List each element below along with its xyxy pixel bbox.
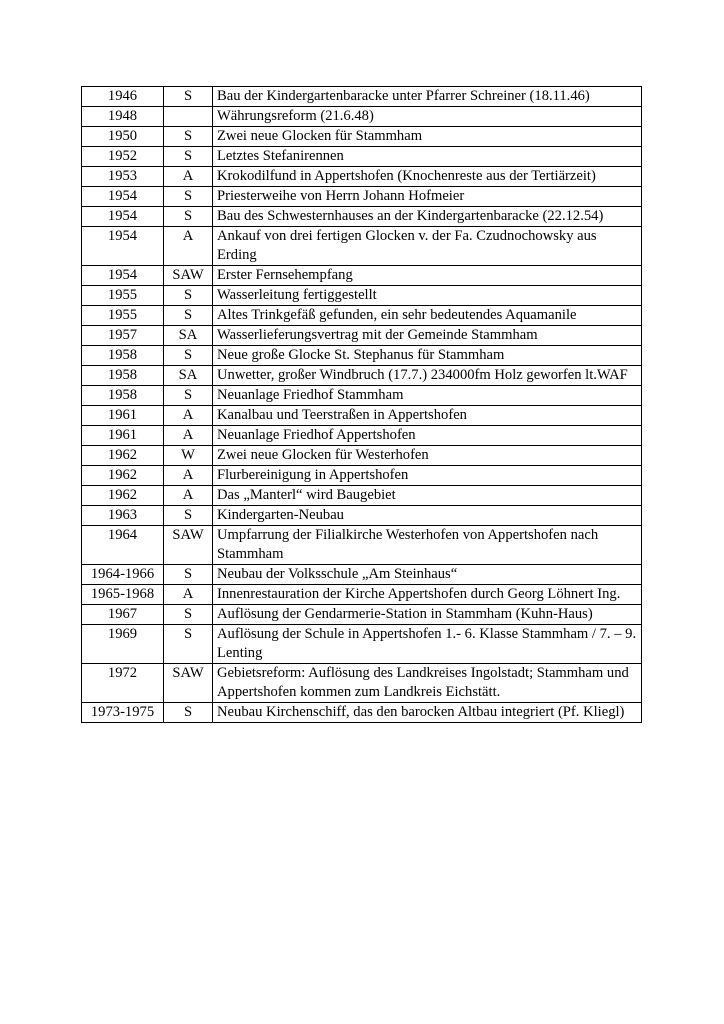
table-row — [82, 486, 642, 506]
year-cell: 1962 — [82, 466, 164, 486]
chronicle-table — [81, 86, 642, 723]
place-code-cell: S — [164, 386, 213, 406]
year-cell: 1961 — [82, 406, 164, 426]
place-code-cell: A — [164, 466, 213, 486]
place-code-cell — [164, 107, 213, 127]
year-cell: 1961 — [82, 426, 164, 446]
event-cell: Flurbereinigung in Appertshofen — [213, 466, 642, 486]
place-code-cell: S — [164, 605, 213, 625]
table-row — [82, 286, 642, 306]
table-row — [82, 366, 642, 386]
event-cell: Bau des Schwesternhauses an der Kindergartenbaracke (22.12.54) — [213, 207, 642, 227]
year-cell: 1957 — [82, 326, 164, 346]
event-cell: Neue große Glocke St. Stephanus für Stammham — [213, 346, 642, 366]
year-cell: 1969 — [82, 625, 164, 664]
place-code-cell: A — [164, 426, 213, 446]
event-cell: Währungsreform (21.6.48) — [213, 107, 642, 127]
event-cell: Zwei neue Glocken für Westerhofen — [213, 446, 642, 466]
year-cell: 1962 — [82, 446, 164, 466]
table-row — [82, 167, 642, 187]
event-cell: Auflösung der Schule in Appertshofen 1.- 6. Klasse Stammham / 7. – 9. Lenting — [213, 625, 642, 664]
event-cell: Altes Trinkgefäß gefunden, ein sehr bedeutendes Aquamanile — [213, 306, 642, 326]
place-code-cell: S — [164, 703, 213, 723]
event-cell: Das „Manterl“ wird Baugebiet — [213, 486, 642, 506]
year-cell: 1958 — [82, 346, 164, 366]
event-cell: Kanalbau und Teerstraßen in Appertshofen — [213, 406, 642, 426]
event-cell: Bau der Kindergartenbaracke unter Pfarrer Schreiner (18.11.46) — [213, 87, 642, 107]
event-cell: Unwetter, großer Windbruch (17.7.) 234000fm Holz geworfen lt.WAF — [213, 366, 642, 386]
year-cell: 1963 — [82, 506, 164, 526]
year-cell: 1954 — [82, 187, 164, 207]
year-cell: 1965-1968 — [82, 585, 164, 605]
event-cell: Zwei neue Glocken für Stammham — [213, 127, 642, 147]
event-cell: Wasserlieferungsvertrag mit der Gemeinde Stammham — [213, 326, 642, 346]
place-code-cell: SA — [164, 326, 213, 346]
year-cell: 1950 — [82, 127, 164, 147]
table-row — [82, 187, 642, 207]
table-row — [82, 466, 642, 486]
place-code-cell: S — [164, 187, 213, 207]
place-code-cell: SAW — [164, 266, 213, 286]
table-row — [82, 207, 642, 227]
year-cell: 1972 — [82, 664, 164, 703]
table-row — [82, 565, 642, 585]
table-row — [82, 227, 642, 266]
event-cell: Umpfarrung der Filialkirche Westerhofen von Appertshofen nach Stammham — [213, 526, 642, 565]
event-cell: Erster Fernsehempfang — [213, 266, 642, 286]
table-row — [82, 147, 642, 167]
year-cell: 1948 — [82, 107, 164, 127]
table-row — [82, 346, 642, 366]
place-code-cell: S — [164, 286, 213, 306]
table-row — [82, 406, 642, 426]
year-cell: 1955 — [82, 286, 164, 306]
table-row — [82, 306, 642, 326]
table-row — [82, 585, 642, 605]
year-cell: 1958 — [82, 386, 164, 406]
table-row — [82, 664, 642, 703]
year-cell: 1946 — [82, 87, 164, 107]
place-code-cell: S — [164, 207, 213, 227]
year-cell: 1954 — [82, 227, 164, 266]
year-cell: 1958 — [82, 366, 164, 386]
event-cell: Neuanlage Friedhof Stammham — [213, 386, 642, 406]
table-row — [82, 625, 642, 664]
event-cell: Neubau der Volksschule „Am Steinhaus“ — [213, 565, 642, 585]
table-row — [82, 446, 642, 466]
chronicle-table-body — [82, 87, 642, 723]
event-cell: Neuanlage Friedhof Appertshofen — [213, 426, 642, 446]
table-row — [82, 386, 642, 406]
place-code-cell: S — [164, 306, 213, 326]
place-code-cell: SAW — [164, 664, 213, 703]
place-code-cell: S — [164, 127, 213, 147]
table-row — [82, 127, 642, 147]
place-code-cell: W — [164, 446, 213, 466]
year-cell: 1952 — [82, 147, 164, 167]
place-code-cell: S — [164, 625, 213, 664]
event-cell: Wasserleitung fertiggestellt — [213, 286, 642, 306]
table-row — [82, 266, 642, 286]
place-code-cell: A — [164, 486, 213, 506]
event-cell: Kindergarten-Neubau — [213, 506, 642, 526]
event-cell: Innenrestauration der Kirche Appertshofen durch Georg Löhnert Ing. — [213, 585, 642, 605]
year-cell: 1973-1975 — [82, 703, 164, 723]
table-row — [82, 506, 642, 526]
event-cell: Priesterweihe von Herrn Johann Hofmeier — [213, 187, 642, 207]
place-code-cell: SA — [164, 366, 213, 386]
event-cell: Gebietsreform: Auflösung des Landkreises Ingolstadt; Stammham und Appertshofen kommen zum Landkreis Eichstätt. — [213, 664, 642, 703]
year-cell: 1967 — [82, 605, 164, 625]
event-cell: Krokodilfund in Appertshofen (Knochenreste aus der Tertiärzeit) — [213, 167, 642, 187]
event-cell: Neubau Kirchenschiff, das den barocken Altbau integriert (Pf. Kliegl) — [213, 703, 642, 723]
place-code-cell: S — [164, 346, 213, 366]
place-code-cell: S — [164, 565, 213, 585]
place-code-cell: A — [164, 406, 213, 426]
place-code-cell: A — [164, 585, 213, 605]
year-cell: 1964 — [82, 526, 164, 565]
table-row — [82, 426, 642, 446]
place-code-cell: S — [164, 87, 213, 107]
table-row — [82, 87, 642, 107]
place-code-cell: S — [164, 506, 213, 526]
year-cell: 1954 — [82, 266, 164, 286]
place-code-cell: A — [164, 167, 213, 187]
year-cell: 1955 — [82, 306, 164, 326]
place-code-cell: A — [164, 227, 213, 266]
event-cell: Auflösung der Gendarmerie-Station in Stammham (Kuhn-Haus) — [213, 605, 642, 625]
table-row — [82, 605, 642, 625]
table-row — [82, 107, 642, 127]
table-row — [82, 526, 642, 565]
year-cell: 1954 — [82, 207, 164, 227]
table-row — [82, 703, 642, 723]
year-cell: 1964-1966 — [82, 565, 164, 585]
event-cell: Letztes Stefanirennen — [213, 147, 642, 167]
year-cell: 1953 — [82, 167, 164, 187]
place-code-cell: S — [164, 147, 213, 167]
table-row — [82, 326, 642, 346]
event-cell: Ankauf von drei fertigen Glocken v. der Fa. Czudnochowsky aus Erding — [213, 227, 642, 266]
place-code-cell: SAW — [164, 526, 213, 565]
year-cell: 1962 — [82, 486, 164, 506]
